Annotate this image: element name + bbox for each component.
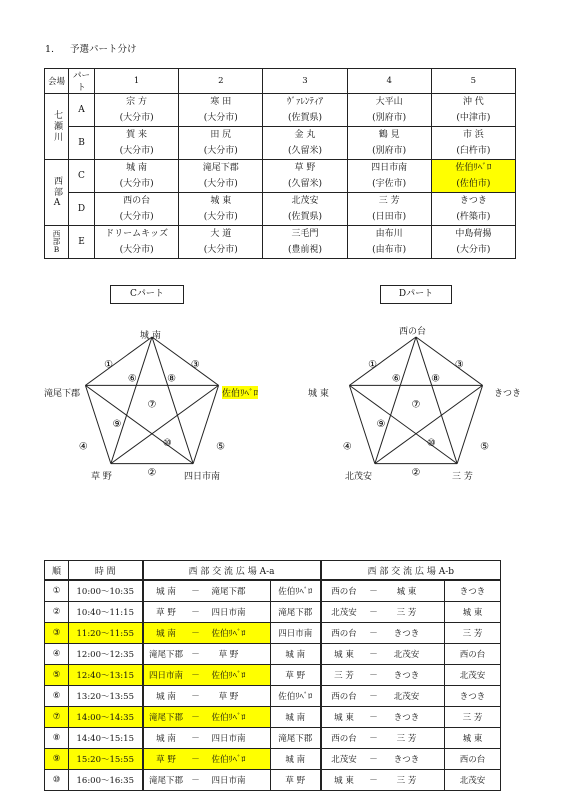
team-name: 賀 来	[126, 130, 148, 140]
vs-dash: －	[191, 734, 200, 744]
team-city: (宇佐市)	[372, 179, 407, 189]
team-city: (大分市)	[119, 212, 154, 222]
team-city: (由布市)	[372, 245, 407, 255]
match-number: ④	[45, 644, 69, 665]
referee-b: きつき	[445, 686, 501, 707]
match-number-label: ①	[104, 359, 114, 371]
team-city: (杵築市)	[456, 212, 491, 222]
team-name: 城 東	[210, 196, 232, 206]
part-id: B	[69, 127, 95, 160]
match-time: 12:00～12:35	[69, 644, 143, 665]
no-header: 順	[45, 561, 69, 581]
home-team: 城 南	[156, 587, 176, 597]
match-time: 10:40～11:15	[69, 602, 143, 623]
match-number: ⑥	[45, 686, 69, 707]
d-part-title: Dパート	[380, 285, 452, 304]
match-number-label: ③	[454, 359, 464, 371]
schedule-header	[45, 561, 501, 581]
home-team: 四日市南	[148, 671, 183, 681]
home-team: 城 南	[156, 629, 176, 639]
part-id: A	[69, 94, 95, 127]
match-number-label: ②	[147, 467, 157, 479]
match-number: ⑧	[45, 728, 69, 749]
match-number-label: ⑦	[411, 399, 421, 411]
match-a	[143, 623, 271, 644]
team-city: (豊前視)	[287, 245, 322, 255]
match-number-label: ⑩	[426, 438, 436, 449]
team-name: 滝尾下郡	[202, 163, 239, 173]
team-city: (大分市)	[119, 146, 154, 156]
team-name: ｳﾞｧﾚﾝﾃｨｱ	[286, 97, 323, 107]
home-team: 城 東	[334, 713, 354, 723]
referee-b: 三 芳	[445, 707, 501, 728]
match-a	[143, 665, 271, 686]
away-team: 四日市南	[211, 776, 246, 786]
schedule-row	[45, 623, 501, 644]
team-city: (大分市)	[203, 212, 238, 222]
team-name: ドリームキッズ	[105, 229, 168, 239]
match-number-label: ⑧	[167, 373, 177, 385]
match-number: ⑦	[45, 707, 69, 728]
schedule-row	[45, 602, 501, 623]
team-city: (大分市)	[203, 146, 238, 156]
team-city: (佐伯市)	[456, 179, 491, 189]
match-time: 10:00～10:35	[69, 580, 143, 602]
referee-b: 城 東	[445, 602, 501, 623]
col-header: 4	[347, 69, 431, 94]
team-city: (大分市)	[203, 113, 238, 123]
match-a	[143, 728, 271, 749]
referee-b: きつき	[445, 580, 501, 602]
match-number: ③	[45, 623, 69, 644]
pentagon-edge	[416, 337, 483, 385]
match-number-label: ②	[411, 467, 421, 479]
match-time: 13:20～13:55	[69, 686, 143, 707]
pentagon-diagonal	[85, 385, 193, 463]
pentagon-edge	[349, 385, 374, 463]
schedule-row	[45, 770, 501, 791]
match-number-label: ⑤	[480, 441, 490, 453]
home-team: 滝尾下郡	[148, 776, 183, 786]
team-vertex-left: 城 東	[308, 389, 329, 399]
referee-a: 四日市南	[271, 623, 321, 644]
match-number-label: ④	[78, 441, 88, 453]
team-name: 西の台	[123, 196, 151, 206]
match-time: 14:00～14:35	[69, 707, 143, 728]
schedule-row	[45, 707, 501, 728]
team-city: (久留米)	[287, 146, 322, 156]
home-team: 滝尾下郡	[148, 650, 183, 660]
col-header: 5	[431, 69, 515, 94]
match-number-label: ⑤	[216, 441, 226, 453]
away-team: 四日市南	[211, 734, 246, 744]
referee-a: 草 野	[271, 665, 321, 686]
away-team: きつき	[393, 629, 420, 639]
team-name: 三 芳	[378, 196, 400, 206]
team-vertex-top: 西の台	[399, 327, 427, 337]
match-number-label: ⑥	[127, 373, 137, 385]
part-id: D	[69, 193, 95, 226]
referee-a: 草 野	[271, 770, 321, 791]
team-name: 四日市南	[371, 163, 408, 173]
match-a	[143, 686, 271, 707]
team-city: (大分市)	[203, 245, 238, 255]
pentagon-edge	[457, 385, 482, 463]
team-name: 寒 田	[210, 97, 232, 107]
team-vertex-bottom-left: 北茂安	[345, 472, 373, 482]
team-city: (大分市)	[119, 113, 154, 123]
match-number-label: ⑨	[376, 419, 386, 431]
team-name: 沖 代	[462, 97, 484, 107]
schedule-row	[45, 749, 501, 770]
away-team: 三 芳	[396, 608, 417, 618]
venue-name: 西部A	[45, 160, 69, 226]
vs-dash: －	[369, 608, 378, 618]
away-team: 佐伯ﾘﾍﾞﾛ	[211, 629, 246, 639]
match-time: 12:40～13:15	[69, 665, 143, 686]
team-vertex-right: きつき	[494, 389, 522, 399]
vs-dash: －	[369, 650, 378, 660]
referee-b: 北茂安	[445, 770, 501, 791]
match-b	[321, 602, 445, 623]
vs-dash: －	[369, 755, 378, 765]
schedule-table	[44, 560, 501, 791]
referee-b: 北茂安	[445, 665, 501, 686]
referee-b: 西の台	[445, 644, 501, 665]
referee-a: 滝尾下郡	[271, 728, 321, 749]
pentagon-edge	[85, 337, 152, 385]
team-city: (久留米)	[287, 179, 322, 189]
team-name: 由布川	[375, 229, 403, 239]
match-number-label: ⑨	[112, 419, 122, 431]
match-time: 11:20～11:55	[69, 623, 143, 644]
part-header: パート	[69, 69, 95, 94]
referee-b: 三 芳	[445, 623, 501, 644]
home-team: 西の台	[331, 587, 357, 597]
home-team: 城 東	[334, 776, 354, 786]
team-vertex-right: 佐伯ﾘﾍﾞﾛ	[222, 386, 258, 399]
team-city: (別府市)	[372, 146, 407, 156]
vs-dash: －	[369, 692, 378, 702]
match-b	[321, 623, 445, 644]
pentagon-diagonal	[111, 337, 152, 464]
team-city: (別府市)	[372, 113, 407, 123]
pentagon-edge	[152, 337, 219, 385]
team-vertex-left: 滝尾下郡	[44, 389, 81, 399]
team-name: 大平山	[375, 97, 403, 107]
match-b	[321, 707, 445, 728]
match-a	[143, 770, 271, 791]
match-b	[321, 644, 445, 665]
home-team: 城 南	[156, 734, 176, 744]
pentagon-edge	[349, 337, 416, 385]
team-name: 佐伯ﾘﾍﾞﾛ	[455, 163, 492, 173]
pentagon-diagonal	[111, 385, 219, 463]
part-id: C	[69, 160, 95, 193]
away-team: 三 芳	[396, 776, 417, 786]
vs-dash: －	[191, 776, 200, 786]
team-name: 草 野	[294, 163, 316, 173]
col-header: 2	[179, 69, 263, 94]
away-team: 草 野	[218, 650, 239, 660]
home-team: 三 芳	[334, 671, 354, 681]
home-team: 草 野	[156, 608, 176, 618]
referee-a: 佐伯ﾘﾍﾞﾛ	[271, 686, 321, 707]
team-name: 城 南	[126, 163, 148, 173]
referee-b: 城 東	[445, 728, 501, 749]
away-team: 三 芳	[396, 734, 417, 744]
d-part-diagram	[343, 337, 489, 478]
match-b	[321, 665, 445, 686]
vs-dash: －	[191, 671, 200, 681]
team-name: 中島荷揚	[455, 229, 492, 239]
match-a	[143, 644, 271, 665]
match-a	[143, 707, 271, 728]
away-team: 滝尾下郡	[211, 587, 246, 597]
vs-dash: －	[369, 713, 378, 723]
team-name: 北茂安	[291, 196, 319, 206]
schedule-row	[45, 580, 501, 602]
team-city: (大分市)	[119, 245, 154, 255]
team-name: 三毛門	[291, 229, 319, 239]
match-number-label: ⑦	[147, 399, 157, 411]
home-team: 北茂安	[331, 608, 357, 618]
part-id: E	[69, 226, 95, 259]
schedule-row	[45, 728, 501, 749]
match-a	[143, 580, 271, 602]
pentagon-diagonal	[152, 337, 193, 464]
away-team: 佐伯ﾘﾍﾞﾛ	[211, 713, 246, 723]
team-vertex-top: 城 南	[140, 331, 161, 341]
away-team: 佐伯ﾘﾍﾞﾛ	[211, 755, 246, 765]
away-team: 草 野	[218, 692, 239, 702]
schedule-row	[45, 665, 501, 686]
match-time: 15:20～15:55	[69, 749, 143, 770]
away-team: 北茂安	[393, 692, 420, 702]
match-number: ⑤	[45, 665, 69, 686]
home-team: 城 東	[334, 650, 354, 660]
venue-header: 会場	[45, 69, 69, 94]
team-city: (大分市)	[203, 179, 238, 189]
away-team: 佐伯ﾘﾍﾞﾛ	[211, 671, 246, 681]
match-b	[321, 686, 445, 707]
away-team: 城 東	[396, 587, 417, 597]
schedule-row	[45, 686, 501, 707]
match-b	[321, 770, 445, 791]
team-city: (大分市)	[456, 245, 491, 255]
team-name: 田 尻	[210, 130, 232, 140]
referee-a: 滝尾下郡	[271, 602, 321, 623]
venue-name: 西部B	[45, 226, 69, 259]
match-number-label: ⑧	[431, 373, 441, 385]
match-number-label: ①	[368, 359, 378, 371]
pentagon-edge	[193, 385, 218, 463]
match-a	[143, 749, 271, 770]
vs-dash: －	[191, 629, 200, 639]
vs-dash: －	[369, 671, 378, 681]
vs-dash: －	[191, 692, 200, 702]
home-team: 西の台	[331, 692, 357, 702]
match-time: 14:40～15:15	[69, 728, 143, 749]
vs-dash: －	[369, 587, 378, 597]
home-team: 城 南	[156, 692, 176, 702]
match-number: ⑩	[45, 770, 69, 791]
team-city: (佐賀県)	[287, 212, 322, 222]
match-number: ②	[45, 602, 69, 623]
away-team: きつき	[393, 755, 420, 765]
schedule-row	[45, 644, 501, 665]
team-name: 宗 方	[126, 97, 148, 107]
home-team: 草 野	[156, 755, 176, 765]
vs-dash: －	[191, 587, 200, 597]
referee-a: 城 南	[271, 707, 321, 728]
away-team: 北茂安	[393, 650, 420, 660]
referee-a: 城 南	[271, 644, 321, 665]
home-team: 北茂安	[331, 755, 357, 765]
match-b	[321, 749, 445, 770]
time-header: 時 間	[69, 561, 143, 581]
col-header: 1	[95, 69, 179, 94]
team-city: (中津市)	[456, 113, 491, 123]
team-city: (日田市)	[372, 212, 407, 222]
pentagon-diagonal	[349, 385, 457, 463]
match-number-label: ⑥	[391, 373, 401, 385]
away-team: 四日市南	[211, 608, 246, 618]
match-b	[321, 580, 445, 602]
vs-dash: －	[191, 755, 200, 765]
match-number: ⑨	[45, 749, 69, 770]
team-name: 鶴 見	[378, 130, 400, 140]
team-city: (大分市)	[119, 179, 154, 189]
vs-dash: －	[191, 713, 200, 723]
away-team: きつき	[393, 671, 420, 681]
team-city: (佐賀県)	[287, 113, 322, 123]
match-b	[321, 728, 445, 749]
section-title: 予選パート分け	[70, 44, 137, 55]
home-team: 滝尾下郡	[148, 713, 183, 723]
team-name: 市 浜	[462, 130, 484, 140]
home-team: 西の台	[331, 629, 357, 639]
vs-dash: －	[369, 776, 378, 786]
vs-dash: －	[369, 734, 378, 744]
home-team: 西の台	[331, 734, 357, 744]
vs-dash: －	[191, 608, 200, 618]
c-part-diagram	[79, 337, 225, 478]
referee-a: 佐伯ﾘﾍﾞﾛ	[271, 580, 321, 602]
pentagon-diagonal	[375, 337, 416, 464]
team-vertex-bottom-left: 草 野	[91, 472, 112, 482]
vs-dash: －	[191, 650, 200, 660]
referee-a: 城 南	[271, 749, 321, 770]
venue-name: 七瀬川	[45, 94, 69, 160]
vs-dash: －	[369, 629, 378, 639]
referee-b: 西の台	[445, 749, 501, 770]
match-time: 16:00～16:35	[69, 770, 143, 791]
team-name: 大 道	[210, 229, 232, 239]
team-vertex-bottom-right: 四日市南	[184, 472, 221, 482]
match-number: ①	[45, 580, 69, 602]
team-vertex-bottom-right: 三 芳	[452, 472, 473, 482]
c-part-title: Cパート	[110, 285, 184, 304]
match-number-label: ⑩	[162, 438, 172, 449]
col-header: 3	[263, 69, 347, 94]
venue-a-header: 西 部 交 流 広 場 A-a	[143, 561, 321, 581]
pentagon-diagonal	[416, 337, 457, 464]
team-name: きつき	[459, 196, 487, 206]
match-a	[143, 602, 271, 623]
venue-b-header: 西 部 交 流 広 場 A-b	[321, 561, 501, 581]
away-team: きつき	[393, 713, 420, 723]
match-number-label: ③	[190, 359, 200, 371]
team-name: 金 丸	[294, 130, 316, 140]
team-city: (臼杵市)	[456, 146, 491, 156]
match-number-label: ④	[342, 441, 352, 453]
section-number: 1.	[45, 44, 55, 55]
pentagon-diagonal	[375, 385, 483, 463]
pentagon-edge	[85, 385, 110, 463]
